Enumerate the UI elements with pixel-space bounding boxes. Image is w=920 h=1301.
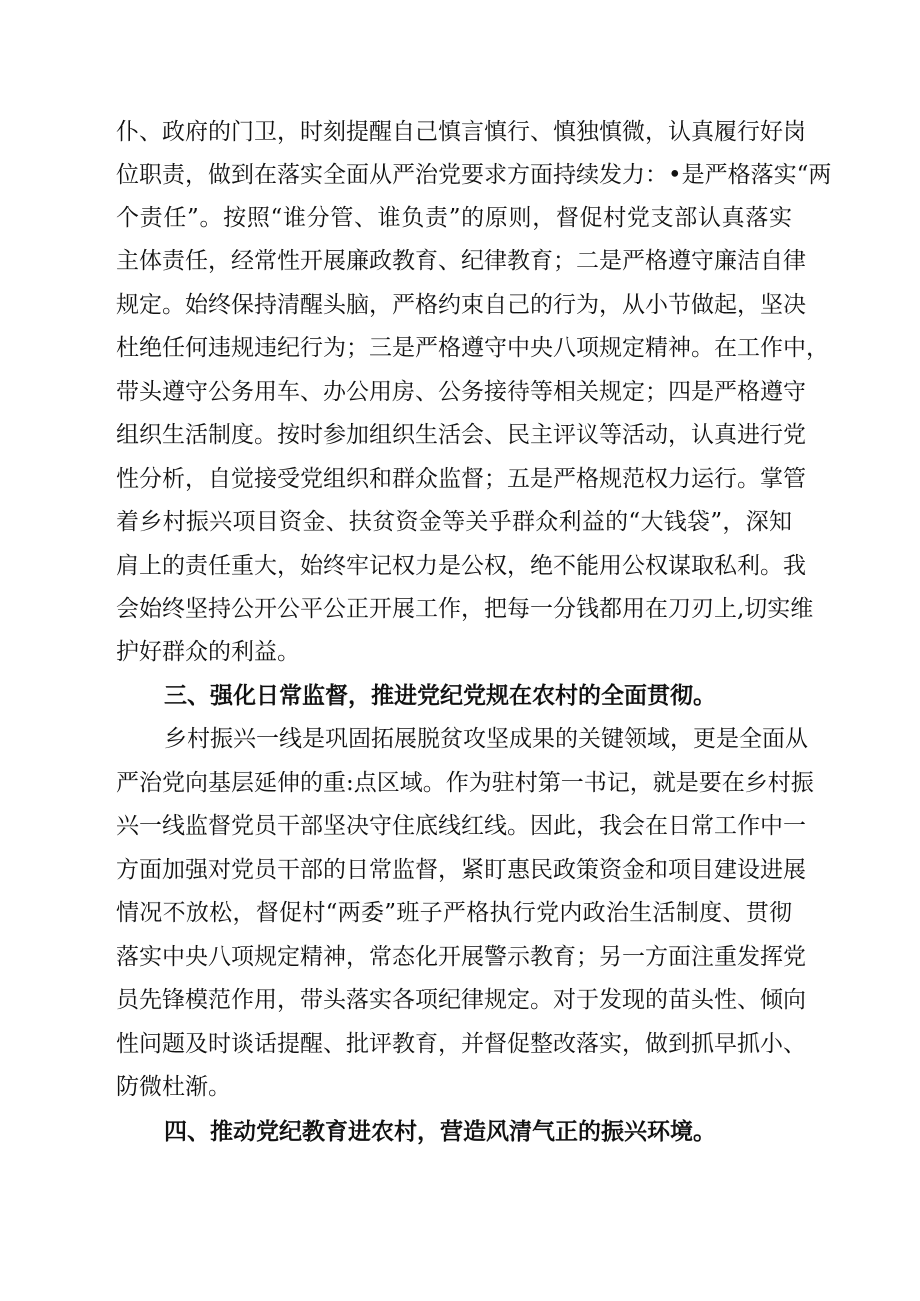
paragraph-line: 方面加强对党员干部的日常监督，紧盯惠民政策资金和项目建设进展 [116, 857, 806, 883]
paragraph-line: 防微杜渐。 [116, 1074, 231, 1100]
paragraph-line: 杜绝任何违规违纪行为；三是严格遵守中央八项规定精神。在工作中， [116, 335, 829, 361]
paragraph-line: 带头遵守公务用车、办公用房、公务接待等相关规定；四是严格遵守 [116, 379, 806, 405]
paragraph-line: 落实中央八项规定精神，常态化开展警示教育；另一方面注重发挥党 [116, 944, 806, 970]
paragraph-line: 仆、政府的门卫，时刻提醒自己慎言慎行、慎独慎微，认真履行好岗 [116, 119, 806, 145]
paragraph-line: 乡村振兴一线是巩固拓展脱贫攻坚成果的关键领域，更是全面从 [164, 726, 808, 752]
paragraph-line: 个责任”。按照“谁分管、谁负责”的原则，督促村党支部认真落实 [116, 205, 792, 231]
paragraph-line: 着乡村振兴项目资金、扶贫资金等关乎群众利益的“大钱袋”，深知 [116, 509, 792, 535]
paragraph-line: 情况不放松，督促村“两委”班子严格执行党内政治生活制度、贯彻 [116, 900, 792, 926]
paragraph-line: 位职责，做到在落实全面从严治党要求方面持续发力：•是严格落实“两 [116, 162, 832, 188]
section-heading-3: 三、强化日常监督，推进党纪党规在农村的全面贯彻。 [164, 683, 716, 709]
paragraph-line: 主体责任，经常性开展廉政教育、纪律教育；二是严格遵守廉洁自律 [116, 248, 806, 274]
paragraph-line: 规定。始终保持清醒头脑，严格约束自己的行为，从小节做起，坚决 [116, 292, 806, 318]
paragraph-line: 兴一线监督党员干部坚决守住底线红线。因此，我会在日常工作中一 [116, 813, 806, 839]
paragraph-line: 性分析，自觉接受党组织和群众监督；五是严格规范权力运行。掌管 [116, 466, 806, 492]
paragraph-line: 会始终坚持公开公平公正开展工作，把每一分钱都用在刀刃上,切实维 [116, 596, 814, 622]
paragraph-line: 员先锋模范作用，带头落实各项纪律规定。对于发现的苗头性、倾向 [116, 987, 806, 1013]
paragraph-line: 组织生活制度。按时参加组织生活会、民主评议等活动，认真进行党 [116, 422, 806, 448]
paragraph-line: 严治党向基层延伸的重:点区域。作为驻村第一书记，就是要在乡村振 [116, 770, 814, 796]
paragraph-line: 肩上的责任重大，始终牢记权力是公权，绝不能用公权谋取私利。我 [116, 553, 806, 579]
paragraph-line: 性问题及时谈话提醒、批评教育，并督促整改落实，做到抓早抓小、 [116, 1031, 806, 1057]
paragraph-line: 护好群众的利益。 [116, 639, 300, 665]
section-heading-4: 四、推动党纪教育进农村，营造风清气正的振兴环境。 [164, 1119, 716, 1145]
